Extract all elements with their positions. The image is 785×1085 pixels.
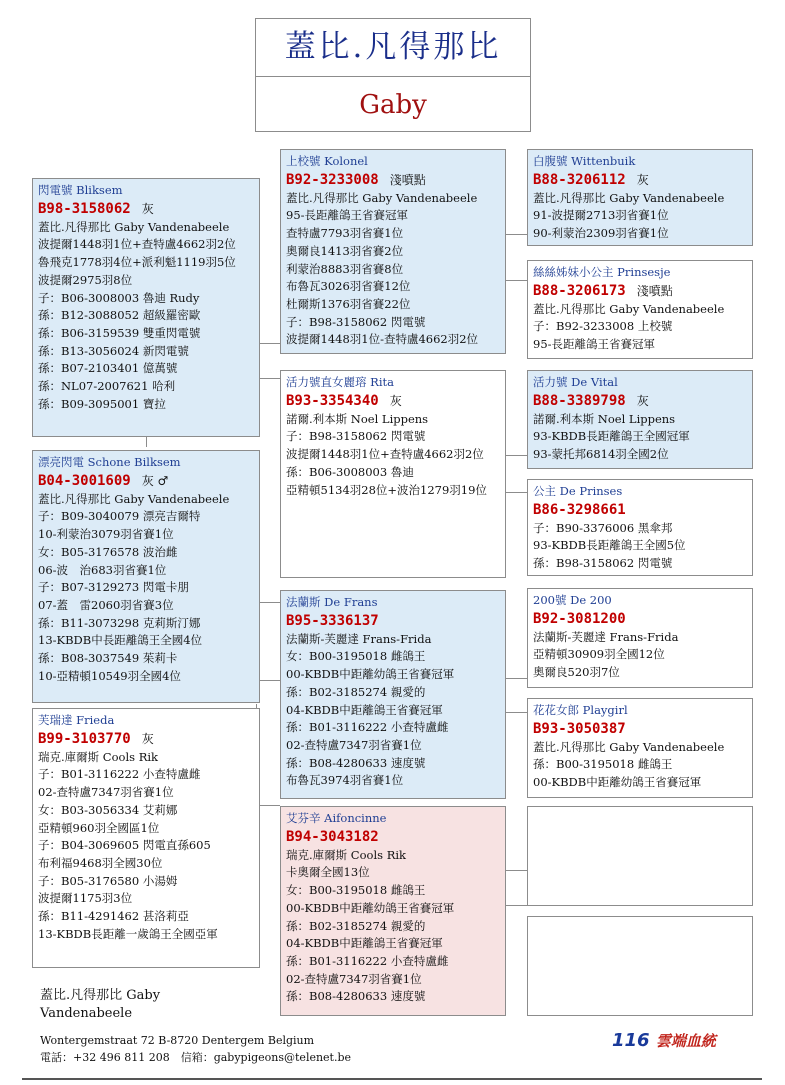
dam-dam-line: 孫：B01-3116222 小查特盧雌 (286, 953, 449, 968)
sire-sire-line: 查特盧7793羽省賽1位 (286, 226, 404, 241)
dam-color: 灰 ♂ (141, 473, 169, 488)
sire-line: 孫：B07-2103401 億萬號 (38, 361, 178, 376)
dam-dam-line: 00-KBDB中距離幼鴿王省賽冠軍 (286, 900, 455, 915)
dam-ring: B04-3001609 (38, 472, 131, 489)
sdd-box (527, 479, 753, 576)
sire-line: 子：B06-3008003 魯迪 Rudy (38, 290, 200, 305)
sdd-line: 孫：B98-3158062 閃電號 (533, 556, 673, 571)
dam-name: 漂亮閃電 Schone Bilksem (38, 455, 181, 469)
dam-line: 孫：B11-3073298 克莉斯汀娜 (38, 615, 201, 630)
dss-box (527, 588, 753, 688)
dam-sire-line: 04-KBDB中距離鴿王省賽冠軍 (286, 702, 443, 717)
dsd-ring: B93-3050387 (533, 720, 626, 737)
dsd-line: 孫：B00-3195018 雌鴿王 (533, 757, 673, 772)
dam-sire-line: 法蘭斯-芙麗達 Frans-Frida (286, 631, 432, 646)
dam-dam-line: 女：B00-3195018 雌鴿王 (286, 883, 426, 898)
dam-dam-line: 04-KBDB中距離鴿王省賽冠軍 (286, 936, 443, 951)
sds-box (527, 370, 753, 469)
connector (146, 436, 147, 447)
dam-sire-line: 布魯瓦3974羽省賽1位 (286, 773, 404, 788)
bottom-divider (22, 1078, 762, 1080)
contact-info: 電話：+32 496 811 208 信箱：gabypigeons@telenet.be (40, 1051, 352, 1064)
dam-sire-line: 孫：B01-3116222 小查特盧雌 (286, 720, 449, 735)
frieda-line: 女：B03-3056334 艾莉娜 (38, 802, 178, 817)
connector (505, 678, 527, 679)
contact-block (40, 1032, 351, 1066)
sire-box (32, 178, 260, 437)
sire-line: 孫：B12-3088052 超級羅密歐 (38, 308, 201, 323)
sdd-line: 93-KBDB長距離鴿王全國5位 (533, 538, 686, 553)
pedigree-title-box (255, 18, 531, 132)
dam-sire-ring: B95-3336137 (286, 612, 379, 629)
dam-dam-line: 孫：B08-4280633 速度號 (286, 989, 426, 1004)
sire-sire-line: 杜爾斯1376羽省賽22位 (286, 296, 411, 311)
dam-dam-ring: B94-3043182 (286, 828, 379, 845)
dam-line: 07-蓋 雷2060羽省賽3位 (38, 597, 174, 612)
sire-sire-color: 淺噴點 (389, 172, 426, 187)
sire-dam-line: 亞精頓5134羽28位+波治1279羽19位 (286, 482, 487, 497)
sire-dam-line: 子：B98-3158062 閃電號 (286, 429, 426, 444)
dam-line: 10-利蒙治3079羽省賽1位 (38, 527, 174, 542)
dam-line: 10-亞精頓10549羽全國4位 (38, 668, 181, 683)
sds-ring: B88-3389798 (533, 392, 626, 409)
dam-line: 子：B09-3040079 漂亮吉爾特 (38, 509, 201, 524)
dam-line: 蓋比.凡得那比 Gaby Vandenabeele (38, 491, 230, 506)
sire-line: 孫：NL07-2007621 哈利 (38, 379, 176, 394)
sds-line: 諾爾.利本斯 Noel Lippens (533, 411, 676, 426)
dds-empty-box (527, 806, 753, 906)
frieda-ring: B99-3103770 (38, 730, 131, 747)
sire-sire-line: 95-長距離鴿王省賽冠軍 (286, 208, 409, 223)
dam-dam-line: 卡奧爾全國13位 (286, 865, 370, 880)
connector (505, 234, 527, 235)
sire-sire-line: 子：B98-3158062 閃電號 (286, 314, 426, 329)
sire-sire-box (280, 149, 506, 354)
dam-sire-name: 法蘭斯 De Frans (286, 595, 378, 609)
sire-sire-name: 上校號 Kolonel (286, 154, 368, 168)
frieda-line: 亞精頓960羽全國區1位 (38, 820, 160, 835)
sire-dam-color: 灰 (389, 393, 402, 408)
sire-name: 閃電號 Bliksem (38, 183, 123, 197)
sire-line: 蓋比.凡得那比 Gaby Vandenabeele (38, 219, 230, 234)
frieda-box (32, 708, 260, 968)
sdd-ring: B86-3298661 (533, 501, 626, 518)
dam-dam-line: 02-查特盧7347羽省賽1位 (286, 971, 422, 986)
dam-line: 06-波 治683羽省賽1位 (38, 562, 167, 577)
frieda-line: 子：B05-3176580 小湯姆 (38, 873, 178, 888)
sire-ring: B98-3158062 (38, 200, 131, 217)
dsd-name: 花花女郎 Playgirl (533, 703, 628, 717)
dam-sire-line: 00-KBDB中距離幼鴿王省賽冠軍 (286, 667, 455, 682)
frieda-line: 子：B04-3069605 閃電直孫605 (38, 838, 211, 853)
dam-line: 女：B05-3176578 波治雌 (38, 544, 178, 559)
sire-line: 孫：B06-3159539 雙重閃電號 (38, 325, 201, 340)
ssd-line: 蓋比.凡得那比 Gaby Vandenabeele (533, 301, 725, 316)
frieda-line: 瑞克.庫爾斯 Cools Rik (38, 749, 158, 764)
sire-line: 孫：B09-3095001 寶拉 (38, 396, 166, 411)
connector (505, 455, 527, 456)
sss-line: 蓋比.凡得那比 Gaby Vandenabeele (533, 190, 725, 205)
title-chinese: 蓋比.凡得那比 (256, 19, 530, 77)
sire-sire-line: 蓋比.凡得那比 Gaby Vandenabeele (286, 190, 478, 205)
sss-name: 白腹號 Wittenbuik (533, 154, 636, 168)
sss-line: 91-波提爾2713羽省賽1位 (533, 208, 669, 223)
sire-sire-line: 布魯瓦3026羽省賽12位 (286, 279, 411, 294)
dss-name: 200號 De 200 (533, 593, 612, 607)
sire-line: 魯飛克1778羽4位+派利魁1119羽5位 (38, 255, 236, 270)
dam-sire-line: 孫：B02-3185274 親愛的 (286, 684, 426, 699)
dss-line: 亞精頓30909羽全國12位 (533, 647, 665, 662)
dam-dam-box (280, 806, 506, 1016)
sire-dam-ring: B93-3354340 (286, 392, 379, 409)
sire-dam-box (280, 370, 506, 578)
sss-line: 90-利蒙治2309羽省賽1位 (533, 226, 669, 241)
brand-logo (612, 1030, 716, 1051)
dsd-box (527, 698, 753, 798)
dam-sire-box (280, 590, 506, 799)
frieda-line: 孫：B11-4291462 甚洛莉亞 (38, 909, 189, 924)
sdd-line: 子：B90-3376006 黑傘邦 (533, 520, 673, 535)
sds-line: 93-蒙托邦6814羽全國2位 (533, 447, 669, 462)
sire-color: 灰 (141, 201, 154, 216)
frieda-line: 子：B01-3116222 小查特盧雌 (38, 767, 201, 782)
dam-dam-line: 孫：B02-3185274 親愛的 (286, 918, 426, 933)
dss-line: 奧爾良520羽7位 (533, 665, 620, 680)
frieda-line: 波提爾1175羽3位 (38, 891, 133, 906)
sss-box (527, 149, 753, 246)
sire-line: 波提爾1448羽1位+查特盧4662羽2位 (38, 237, 236, 252)
ssd-box (527, 260, 753, 359)
ssd-line: 子：B92-3233008 上校號 (533, 319, 673, 334)
frieda-line: 02-查特盧7347羽省賽1位 (38, 785, 174, 800)
owner-name: 蓋比.凡得那比 Gaby (40, 988, 161, 1003)
sss-ring: B88-3206112 (533, 171, 626, 188)
owner-name-2: Vandenabeele (40, 1006, 133, 1021)
frieda-name: 芙瑞達 Frieda (38, 713, 115, 727)
sds-line: 93-KBDB長距離鴿王全國冠軍 (533, 429, 690, 444)
title-english: Gaby (359, 90, 427, 120)
dss-line: 法蘭斯-芙麗達 Frans-Frida (533, 629, 679, 644)
sire-dam-line: 孫：B06-3008003 魯迪 (286, 464, 414, 479)
dam-line: 13-KBDB中長距離鴿王全國4位 (38, 633, 203, 648)
dam-line: 子：B07-3129273 閃電卡朋 (38, 580, 189, 595)
dam-line: 孫：B08-3037549 茱莉卡 (38, 651, 178, 666)
dam-sire-line: 02-查特盧7347羽省賽1位 (286, 737, 422, 752)
sds-color: 灰 (636, 393, 649, 408)
dam-dam-line: 瑞克.庫爾斯 Cools Rik (286, 847, 406, 862)
logo-number: 116 (612, 1030, 650, 1051)
dam-sire-line: 孫：B08-4280633 速度號 (286, 755, 426, 770)
sire-sire-line: 利蒙治8883羽省賽8位 (286, 261, 404, 276)
sire-sire-line: 奧爾良1413羽省賽2位 (286, 243, 404, 258)
connector (505, 712, 527, 713)
dam-box (32, 450, 260, 703)
connector (505, 905, 527, 906)
sdd-name: 公主 De Prinses (533, 484, 623, 498)
dsd-line: 蓋比.凡得那比 Gaby Vandenabeele (533, 739, 725, 754)
sire-dam-line: 諾爾.利本斯 Noel Lippens (286, 411, 429, 426)
ddd-empty-box (527, 916, 753, 1016)
sire-dam-name: 活力號直女麗瑢 Rita (286, 375, 394, 389)
ssd-color: 淺噴點 (636, 283, 673, 298)
ssd-line: 95-長距離鴿王省賽冠軍 (533, 337, 656, 352)
sire-sire-line: 波提爾1448羽1位-查特盧4662羽2位 (286, 332, 479, 347)
dss-ring: B92-3081200 (533, 610, 626, 627)
frieda-line: 布利福9468羽全國30位 (38, 855, 163, 870)
sire-dam-line: 波提爾1448羽1位+查特盧4662羽2位 (286, 447, 484, 462)
dsd-line: 00-KBDB中距離幼鴿王省賽冠軍 (533, 775, 702, 790)
address: Wontergemstraat 72 B-8720 Dentergem Belgium (40, 1034, 315, 1047)
owner-block (40, 987, 160, 1023)
frieda-color: 灰 (141, 731, 154, 746)
dam-sire-line: 女：B00-3195018 雌鴿王 (286, 649, 426, 664)
connector (505, 870, 527, 871)
connector (505, 280, 527, 281)
logo-text: 雲端血統 (655, 1032, 716, 1050)
frieda-line: 13-KBDB長距離一歲鴿王全國亞軍 (38, 926, 218, 941)
connector (505, 492, 527, 493)
ssd-ring: B88-3206173 (533, 282, 626, 299)
sire-sire-ring: B92-3233008 (286, 171, 379, 188)
dam-dam-name: 艾芬辛 Aifoncinne (286, 811, 387, 825)
ssd-name: 絲絲姊妹小公主 Prinsesje (533, 265, 671, 279)
sire-line: 孫：B13-3056024 新閃電號 (38, 343, 189, 358)
sire-line: 波提爾2975羽8位 (38, 272, 133, 287)
sds-name: 活力號 De Vital (533, 375, 618, 389)
sss-color: 灰 (636, 172, 649, 187)
